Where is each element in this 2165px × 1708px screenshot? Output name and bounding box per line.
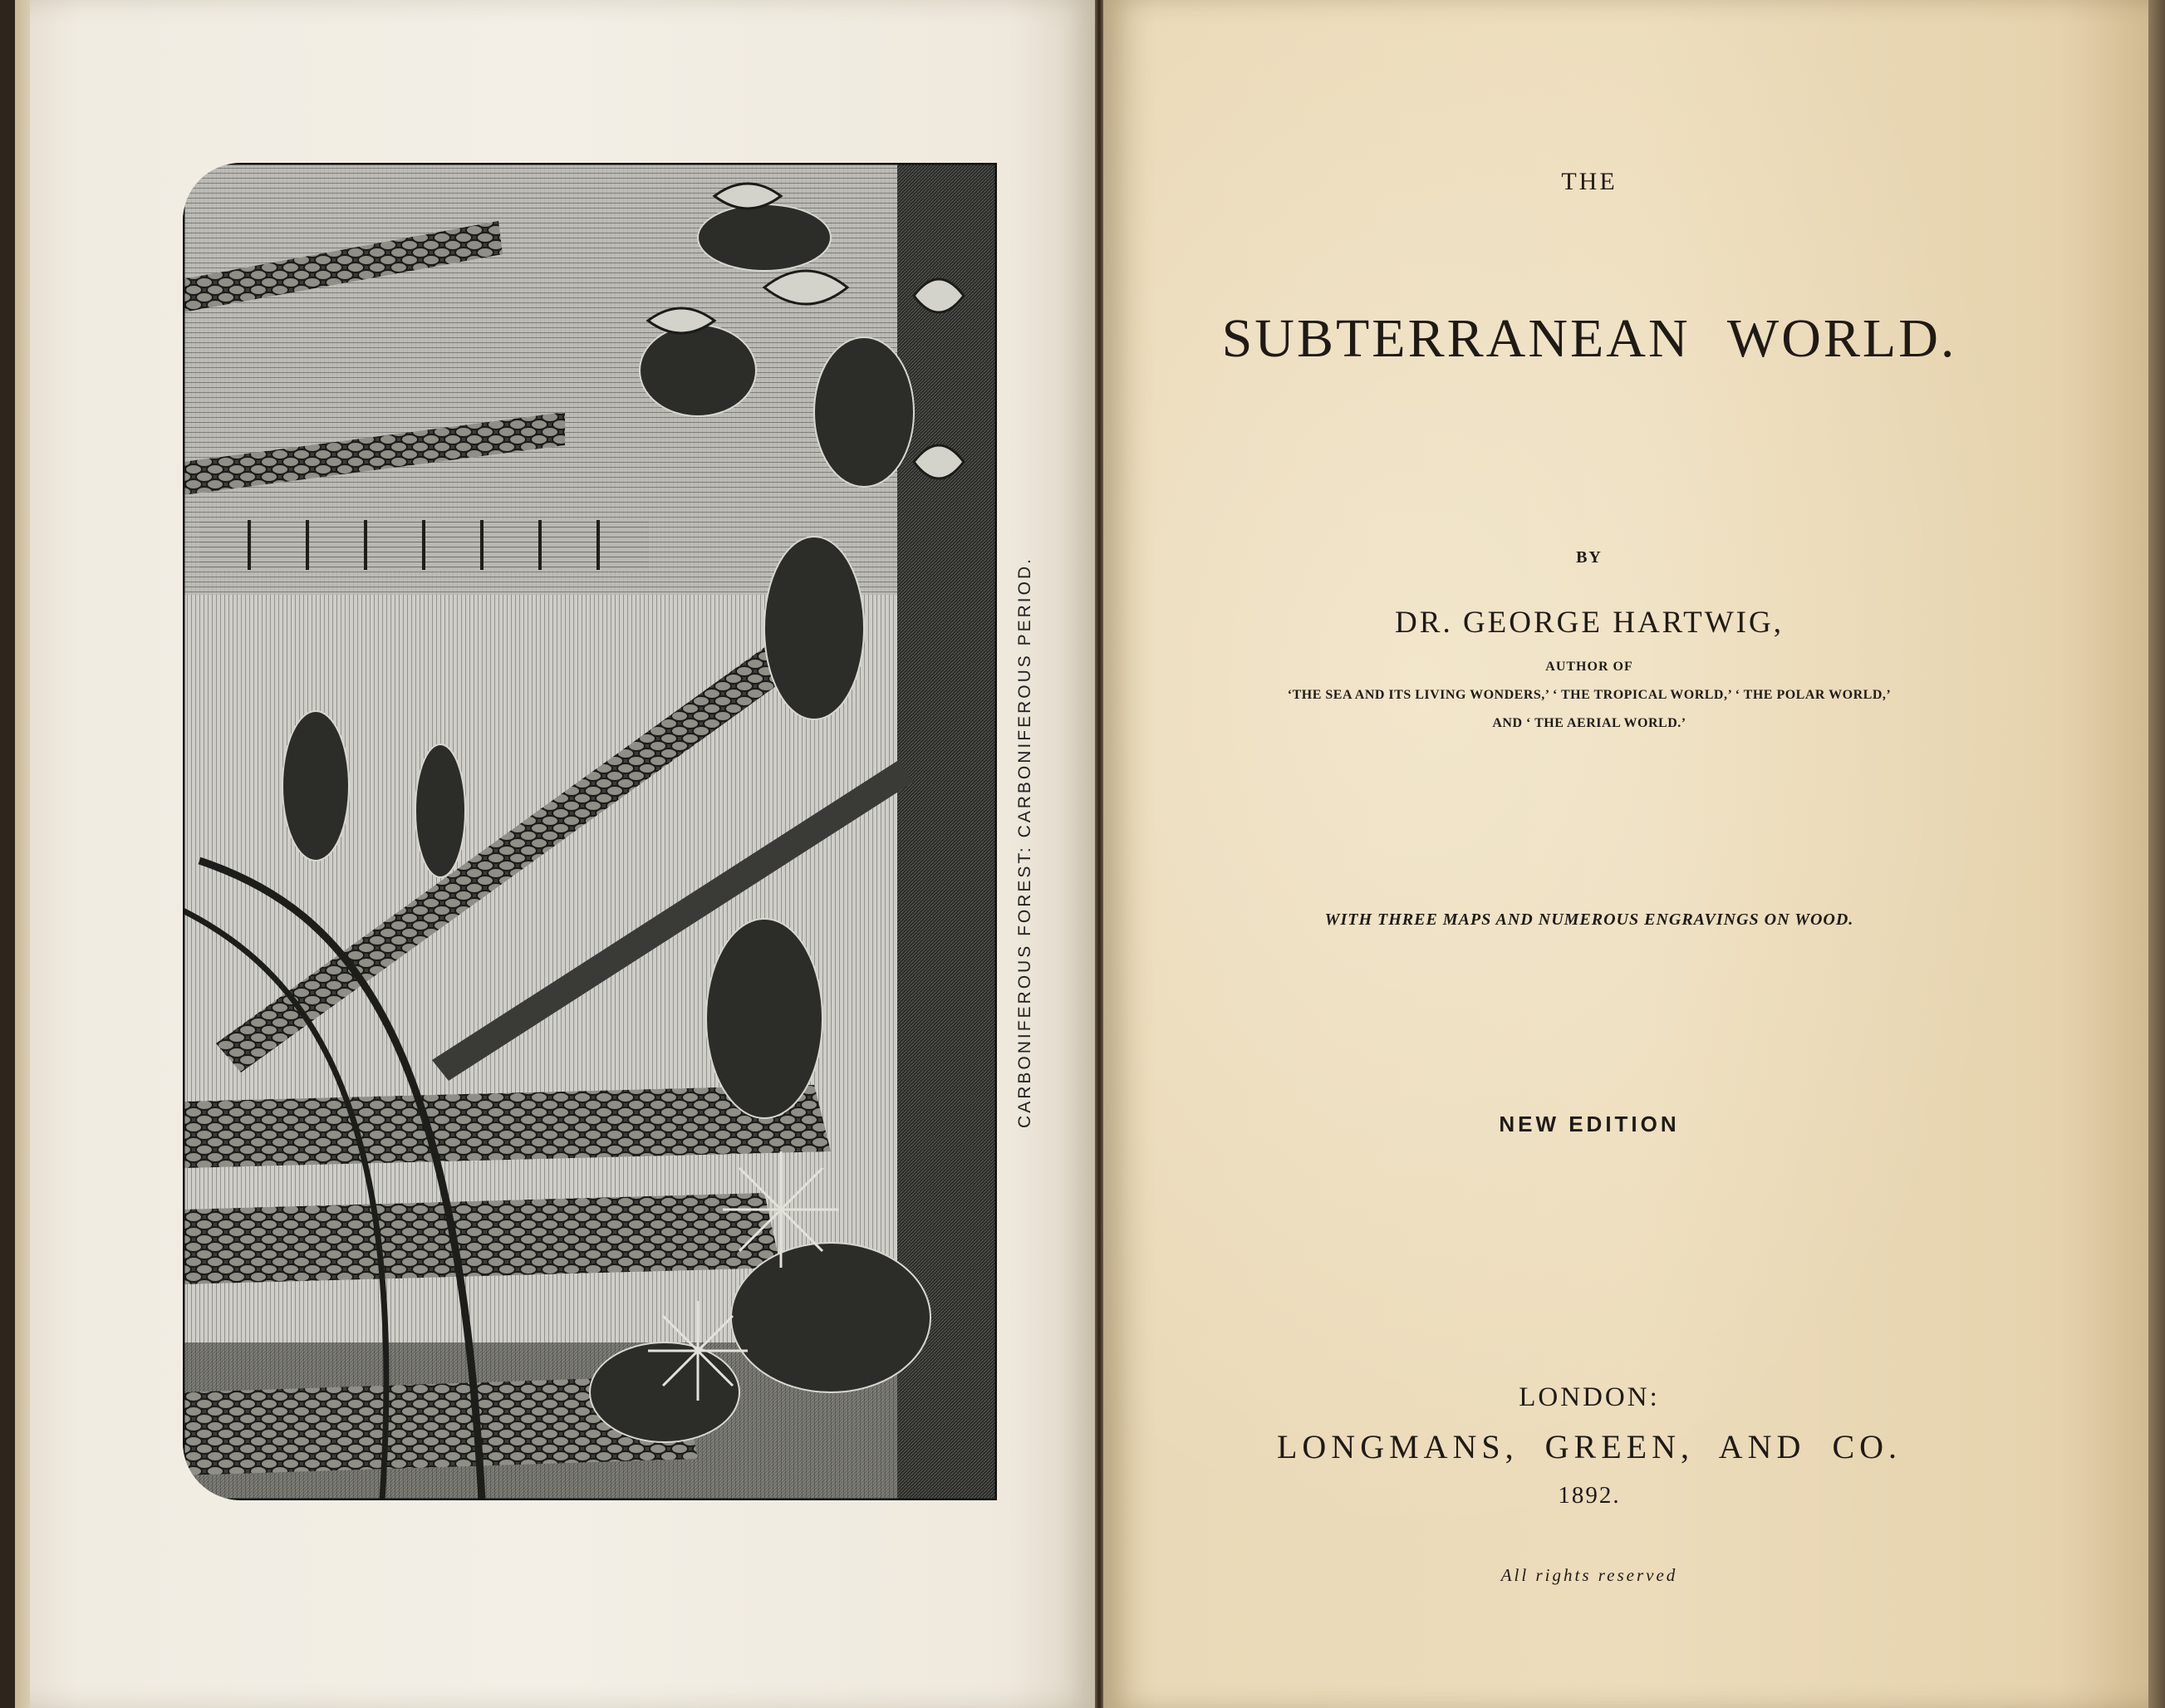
illustrations-note: WITH THREE MAPS AND NUMEROUS ENGRAVINGS ON WOOD. bbox=[1324, 910, 1854, 929]
book-gutter bbox=[1095, 0, 1103, 1708]
previous-works-line-1: ‘THE SEA AND ITS LIVING WONDERS,’ ‘ THE TROPICAL WORLD,’ ‘ THE POLAR WORLD,’ bbox=[1287, 688, 1892, 702]
title-article: THE bbox=[1561, 168, 1618, 195]
frontispiece-engraving bbox=[183, 163, 997, 1500]
publication-city: LONDON: bbox=[1519, 1382, 1660, 1412]
by-line: BY bbox=[1576, 548, 1603, 567]
author-of-label: AUTHOR OF bbox=[1545, 660, 1633, 674]
publisher-name: LONGMANS, GREEN, AND CO. bbox=[1276, 1428, 1902, 1465]
page-edge bbox=[15, 0, 30, 1708]
rights-notice: All rights reserved bbox=[1500, 1565, 1678, 1585]
frontispiece-page bbox=[15, 0, 1095, 1708]
page-edge bbox=[2148, 0, 2165, 1708]
book-title: SUBTERRANEAN WORLD. bbox=[1221, 308, 1957, 369]
frontispiece-caption: CARBONIFEROUS FOREST: CARBONIFEROUS PERIOD. bbox=[1015, 557, 1034, 1128]
publication-year: 1892. bbox=[1558, 1482, 1621, 1509]
previous-works-line-2: AND ‘ THE AERIAL WORLD.’ bbox=[1492, 716, 1686, 730]
author-name: DR. GEORGE HARTWIG, bbox=[1395, 606, 1784, 640]
title-page bbox=[1103, 0, 2165, 1708]
edition-label: NEW EDITION bbox=[1499, 1112, 1680, 1136]
